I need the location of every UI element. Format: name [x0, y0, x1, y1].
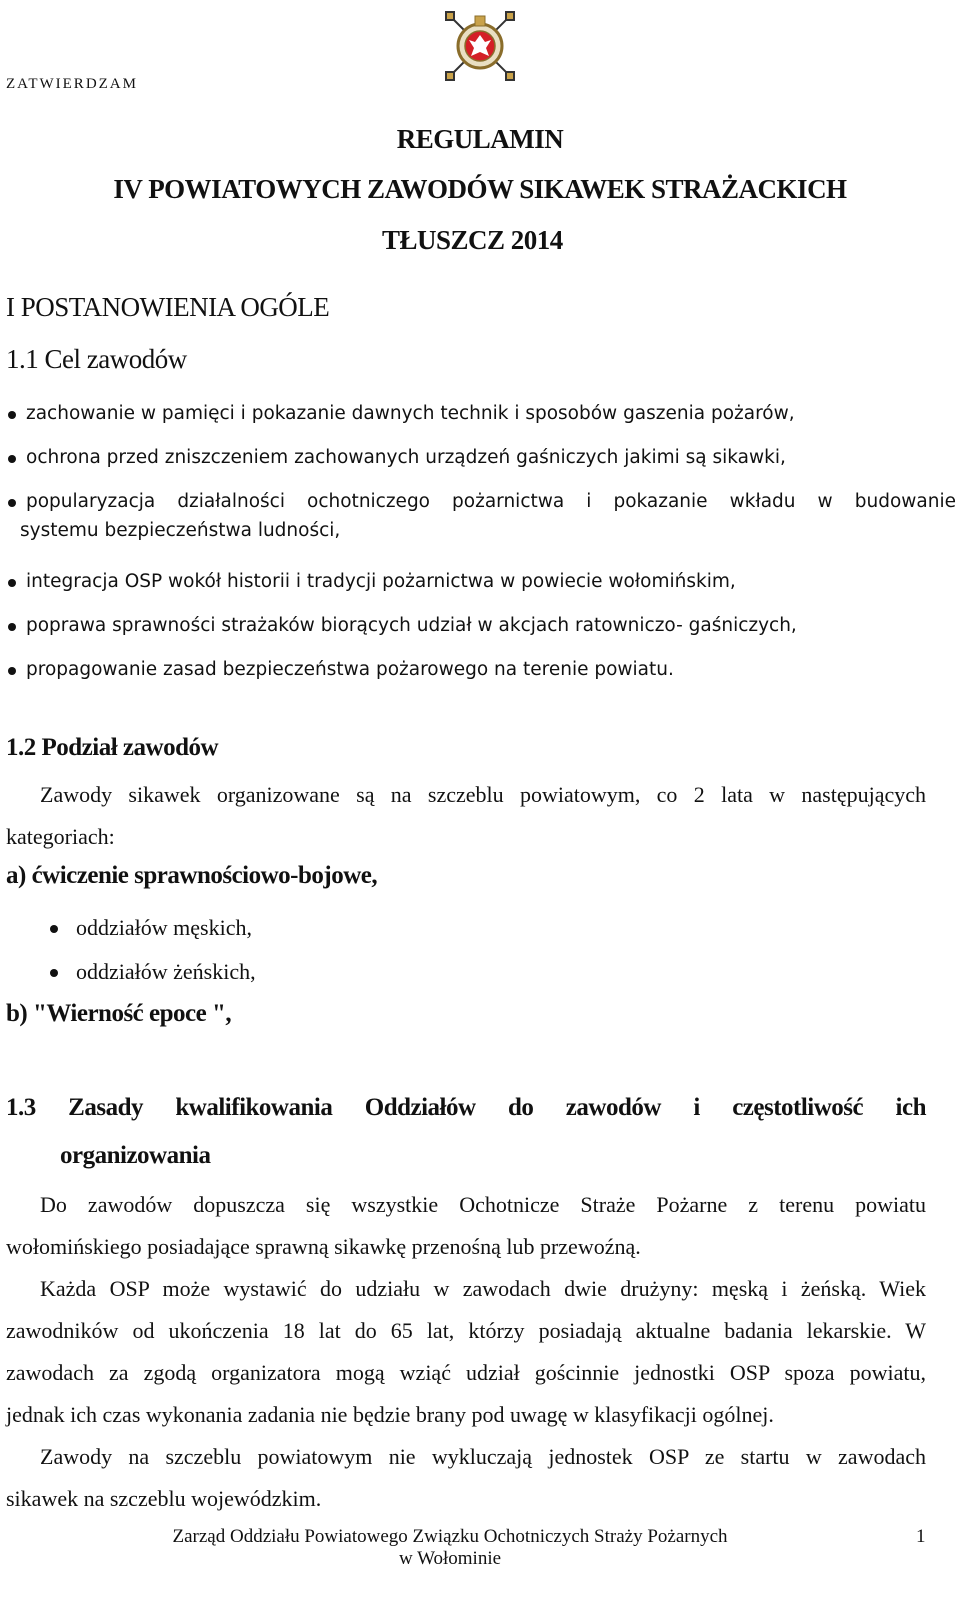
list-item: oddziałów męskich, — [50, 906, 256, 950]
paragraph-line: kategoriach: — [6, 824, 115, 849]
category-a-list — [50, 906, 256, 994]
category-a-heading: a) ćwiczenie sprawnościowo-bojowe, — [6, 862, 378, 889]
paragraph-line: Do zawodów dopuszcza się wszystkie Ochotnicze Straże Pożarne z terenu powiatu — [40, 1192, 926, 1217]
page-number: 1 — [916, 1526, 926, 1547]
list-item: propagowanie zasad bezpieczeństwa pożarowego na terenie powiatu. — [6, 648, 956, 692]
document-subtitle: IV POWIATOWYCH ZAWODÓW SIKAWEK STRAŻACKICH — [113, 174, 847, 204]
list-item: zachowanie w pamięci i pokazanie dawnych technik i sposobów gaszenia pożarów, — [6, 392, 956, 436]
subsection-heading-qualification-cont: organizowania — [60, 1142, 211, 1169]
category-b-heading: b) "Wierność epoce ", — [6, 1000, 232, 1027]
fire-brigade-emblem-icon — [440, 6, 520, 86]
footer-line: Zarząd Oddziału Powiatowego Związku Ochotniczych Straży Pożarnych — [172, 1526, 728, 1547]
subsection-heading-qualification: 1.3 Zasady kwalifikowania Oddziałów do zawodów i częstotliwość ich — [6, 1094, 926, 1121]
document-location-year: TŁUSZCZ 2014 — [382, 225, 563, 255]
paragraph-line: sikawek na szczeblu wojewódzkim. — [6, 1486, 322, 1511]
paragraph-line: Każda OSP może wystawić do udziału w zawodach dwie drużyny: męską i żeńską. Wiek — [40, 1276, 926, 1301]
list-item-continuation: systemu bezpieczeństwa ludności, — [20, 520, 341, 541]
goal-bullet-list-continued — [6, 560, 956, 692]
paragraph-line: zawodach za zgodą organizatora mogą wziąć udział gościnnie jednostki OSP spoza powiatu, — [6, 1360, 926, 1385]
list-item: oddziałów żeńskich, — [50, 950, 256, 994]
page-footer — [140, 1526, 760, 1570]
footer-line: w Wołominie — [398, 1548, 502, 1569]
approval-label: ZATWIERDZAM — [6, 76, 138, 92]
list-item: integracja OSP wokół historii i tradycji pożarnictwa w powiecie wołomińskim, — [6, 560, 956, 604]
subsection-heading-goal: 1.1 Cel zawodów — [6, 344, 187, 374]
paragraph-line: Zawody sikawek organizowane są na szczeblu powiatowym, co 2 lata w następujących — [40, 782, 926, 807]
paragraph-line: jednak ich czas wykonania zadania nie będzie brany pod uwagę w klasyfikacji ogólnej. — [6, 1402, 774, 1427]
list-item: popularyzacja działalności ochotniczego pożarnictwa i pokazanie wkładu w budowanie — [6, 480, 956, 524]
paragraph-line: wołomińskiego posiadające sprawną sikawkę przenośną lub przewoźną. — [6, 1234, 641, 1259]
paragraph-line: zawodników od ukończenia 18 lat do 65 lat, którzy posiadają aktualne badania lekarskie. W — [6, 1318, 926, 1343]
document-title: REGULAMIN — [396, 124, 564, 154]
paragraph-line: Zawody na szczeblu powiatowym nie wykluczają jednostek OSP ze startu w zawodach — [40, 1444, 926, 1469]
list-item: poprawa sprawności strażaków biorących udział w akcjach ratowniczo- gaśniczych, — [6, 604, 956, 648]
subsection-heading-division: 1.2 Podział zawodów — [6, 734, 219, 761]
list-item: ochrona przed zniszczeniem zachowanych urządzeń gaśniczych jakimi są sikawki, — [6, 436, 956, 480]
goal-bullet-list — [6, 392, 956, 524]
section-heading-general: I POSTANOWIENIA OGÓLE — [6, 292, 330, 322]
